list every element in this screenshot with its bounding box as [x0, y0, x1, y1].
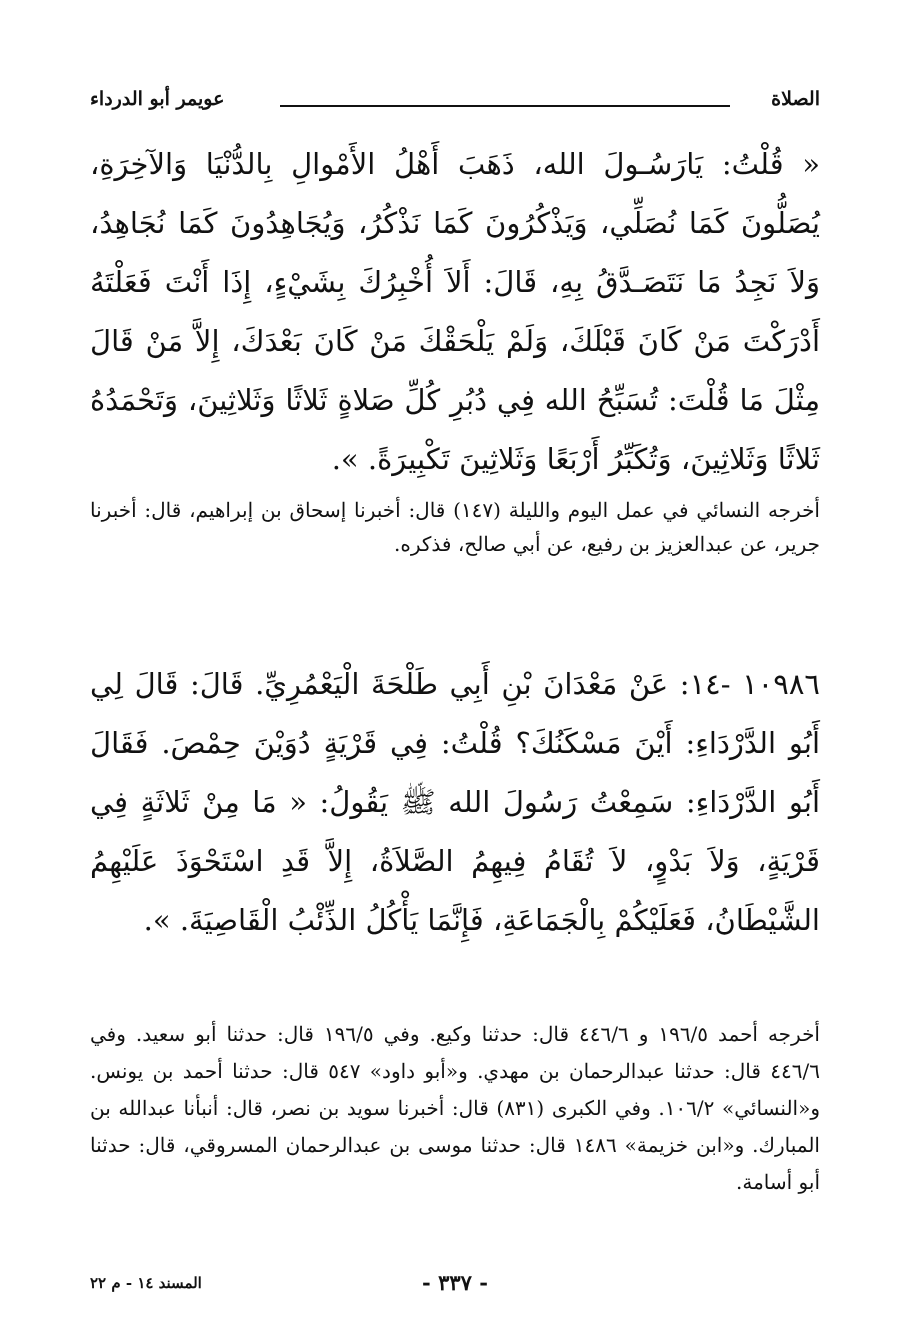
takhrij-2-text: أخرجه أحمد ١٩٦/٥ و ٤٤٦/٦ قال: حدثنا وكيع. وفي ١٩٦/٥ قال: حدثنا أبو سعيد. وفي ٤٤٦/٦ قال: حدثنا عبدالرحمان بن مهدي. و«أبو داود» ٥٤٧ قال: حدثنا أحمد بن يونس. و«النسائي» ١٠٦/٢. وفي الكبرى (٨٣١) قال: أخبرنا سويد بن نصر، قال: أنبأنا عبدالله بن المبارك. و«ابن خزيمة» ١٤٨٦ قال: حدثنا موسى بن عبدالرحمان المسروقي، قال: حدثنا أبو أسامة. [90, 1022, 821, 1194]
page-number: - ٣٣٧ - [422, 1270, 488, 1295]
hadith-2-text: ١٠٩٨٦ -١٤: عَنْ مَعْدَانَ بْنِ أَبِي طَلْحَةَ الْيَعْمُرِيِّ. قَالَ: قَالَ لِي أَبُو الدَّرْدَاءِ: أَيْنَ مَسْكَنُكَ؟ قُلْتُ: فِي قَرْيَةٍ دُوَيْنَ حِمْصَ. فَقَالَ أَبُو الدَّرْدَاءِ: سَمِعْتُ رَسُولَ الله ﷺ يَقُولُ: « مَا مِنْ ثَلاثَةٍ فِي قَرْيَةٍ، وَلاَ بَدْوٍ، لاَ تُقَامُ فِيهِمُ الصَّلاَةُ، إِلاَّ قَدِ اسْتَحْوَذَ عَلَيْهِمُ الشَّيْطَانُ، فَعَلَيْكُمْ بِالْجَمَاعَةِ، فَإِنَّمَا يَأْكُلُ الذِّئْبُ الْقَاصِيَةَ. ». [90, 667, 821, 937]
running-header [90, 88, 820, 128]
header-rule [280, 105, 730, 107]
narrator-title: عويمر أبو الدرداء [90, 88, 225, 110]
hadith-1-text: « قُلْتُ: يَارَسُـولَ الله، ذَهَبَ أَهْلُ الأَمْوالِ بِالدُّنْيَا وَالآخِرَةِ، يُصَلُّونَ كَمَا نُصَلِّي، وَيَذْكُرُونَ كَمَا نَذْكُرُ، وَيُجَاهِدُونَ كَمَا نُجَاهِدُ، وَلاَ نَجِدُ مَا نَتَصَـدَّقُ بِهِ، قَالَ: أَلاَ أُخْبِرُكَ بِشَيْءٍ، إِذَا أَنْتَ فَعَلْتَهُ أَدْرَكْتَ مَنْ كَانَ قَبْلَكَ، وَلَمْ يَلْحَقْكَ مَنْ كَانَ بَعْدَكَ، إِلاَّ مَنْ قَالَ مِثْلَ مَا قُلْتَ: تُسَبِّحُ الله فِي دُبُرِ كُلِّ صَلاةٍ ثَلاثًا وَثَلاثِينَ، وَتَحْمَدُهُ ثَلاثًا وَثَلاثِينَ، وَتُكَبِّرُ أَرْبَعًا وَثَلاثِينَ تَكْبِيرَةً. ». [90, 147, 820, 476]
signature-mark: المسند ١٤ - م ٢٢ [90, 1274, 202, 1292]
takhrij-1-text: أخرجه النسائي في عمل اليوم والليلة (١٤٧) قال: أخبرنا إسحاق بن إبراهيم، قال: أخبرنا جرير، عن عبدالعزيز بن رفيع، عن أبي صالح، فذكره. [90, 498, 820, 556]
page-footer [90, 1270, 820, 1310]
chapter-title: الصلاة [771, 88, 820, 110]
